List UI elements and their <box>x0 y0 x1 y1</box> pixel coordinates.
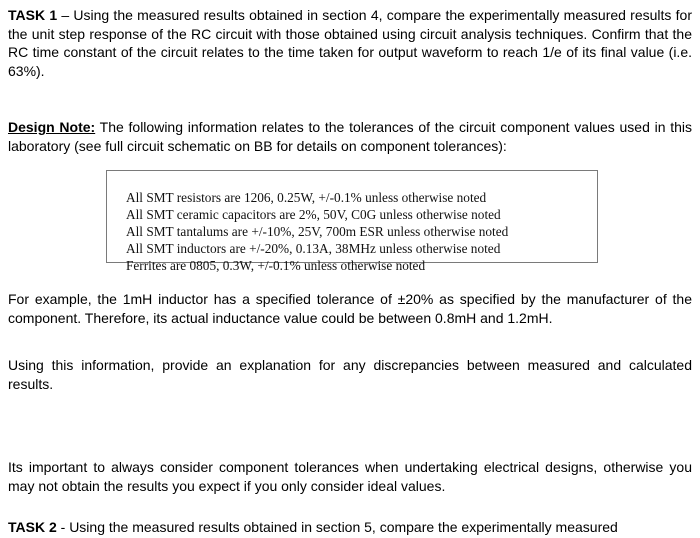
task1-heading: TASK 1 <box>8 7 58 23</box>
tolerance-line-ceramic-capacitors: All SMT ceramic capacitors are 2%, 50V, C0G unless otherwise noted <box>126 207 501 222</box>
tolerance-line-tantalums: All SMT tantalums are +/-10%, 25V, 700m ESR unless otherwise noted <box>126 224 509 239</box>
tolerance-lines <box>126 189 508 274</box>
inductor-example-paragraph: For example, the 1mH inductor has a specified tolerance of ±20% as specified by the manufacturer of the component. Therefore, its actual inductance value could be between 0.8mH and 1.2mH. <box>8 291 692 326</box>
tolerance-line-resistors: All SMT resistors are 1206, 0.25W, +/-0.1% unless otherwise noted <box>126 190 487 205</box>
design-note-paragraph <box>8 118 692 155</box>
tolerance-line-ferrites: Ferrites are 0805, 0.3W, +/-0.1% unless otherwise noted <box>126 258 426 273</box>
design-note-body: The following information relates to the tolerances of the circuit component values used in this laboratory (see full circuit schematic on BB for details on component tolerances): <box>8 119 693 154</box>
task2-heading: TASK 2 <box>8 519 57 535</box>
component-tolerance-box <box>106 170 598 273</box>
task2-paragraph <box>8 518 692 537</box>
explanation-instruction-paragraph: Using this information, provide an explanation for any discrepancies between measured and calculated results. <box>8 357 692 392</box>
design-note-label: Design Note: <box>8 119 96 135</box>
task1-body: – Using the measured results obtained in section 4, compare the experimentally measured results for the unit step response of the RC circuit with those obtained using circuit analysis techniques. Confirm that the RC time constant of the circuit relates to the time taken for output waveform to reach 1/e of its final value (i.e. 63%). <box>8 7 692 79</box>
task1-paragraph <box>8 6 692 80</box>
task2-body: - Using the measured results obtained in section 5, compare the experimentally measured <box>56 519 618 535</box>
tolerance-line-inductors: All SMT inductors are +/-20%, 0.13A, 38MHz unless otherwise noted <box>126 241 501 256</box>
tolerance-advice-paragraph: Its important to always consider component tolerances when undertaking electrical designs, otherwise you may not obtain the results you expect if you only consider ideal values. <box>8 459 692 494</box>
